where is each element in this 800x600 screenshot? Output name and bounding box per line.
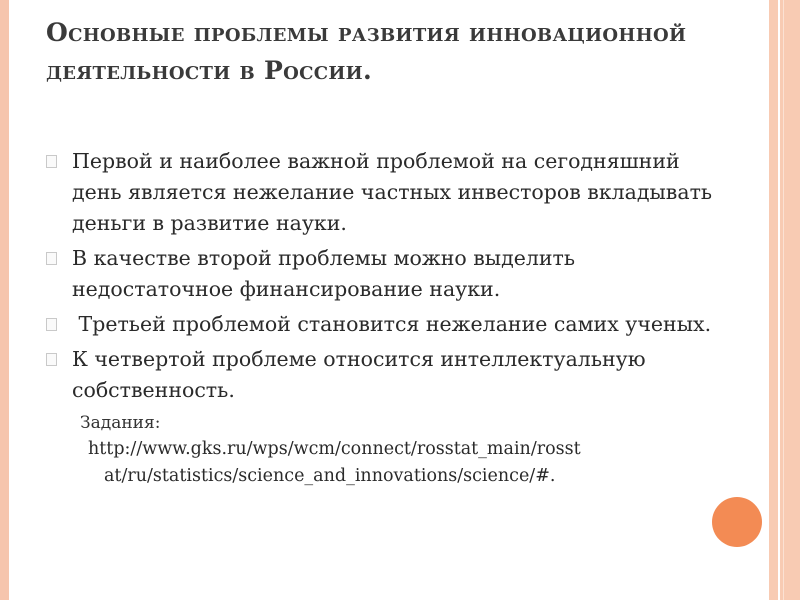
left-frame-bar bbox=[0, 0, 9, 600]
bullet-item bbox=[46, 344, 726, 406]
bullet-text: К четвертой проблеме относится интеллектуальную собственность. bbox=[72, 347, 646, 402]
task-link-line-1[interactable]: http://www.gks.ru/wps/wcm/connect/rosstat_main/rosst bbox=[88, 439, 581, 459]
right-frame-bar bbox=[769, 0, 800, 600]
bullet-item bbox=[46, 146, 726, 239]
bullet-text: Первой и наиболее важной проблемой на сегодняшний день является нежелание частных инвесторов вкладывать деньги в развитие науки. bbox=[72, 149, 713, 235]
task-label: Задания: bbox=[80, 413, 161, 433]
bullet-text: В качестве второй проблемы можно выделить недостаточное финансирование науки. bbox=[72, 246, 576, 301]
bullet-item bbox=[46, 243, 726, 305]
bullet-list bbox=[46, 146, 726, 406]
right-frame-divider-thin bbox=[783, 0, 784, 600]
bullet-marker-icon bbox=[46, 353, 57, 366]
bullet-text: Третьей проблемой становится нежелание самих ученых. bbox=[72, 312, 712, 336]
bullet-marker-icon bbox=[46, 318, 57, 331]
bullet-item bbox=[46, 309, 726, 340]
decorative-orange-circle bbox=[712, 497, 762, 547]
slide-body bbox=[46, 146, 726, 490]
right-frame-divider bbox=[778, 0, 780, 600]
title-line-1: Основные проблемы развития инновационной bbox=[46, 18, 687, 47]
task-link-line-2[interactable]: at/ru/statistics/science_and_innovations/science/#. bbox=[104, 466, 556, 486]
bullet-marker-icon bbox=[46, 155, 57, 168]
slide-title bbox=[46, 14, 746, 90]
bullet-marker-icon bbox=[46, 252, 57, 265]
title-line-2: деятельности в России. bbox=[46, 56, 372, 85]
